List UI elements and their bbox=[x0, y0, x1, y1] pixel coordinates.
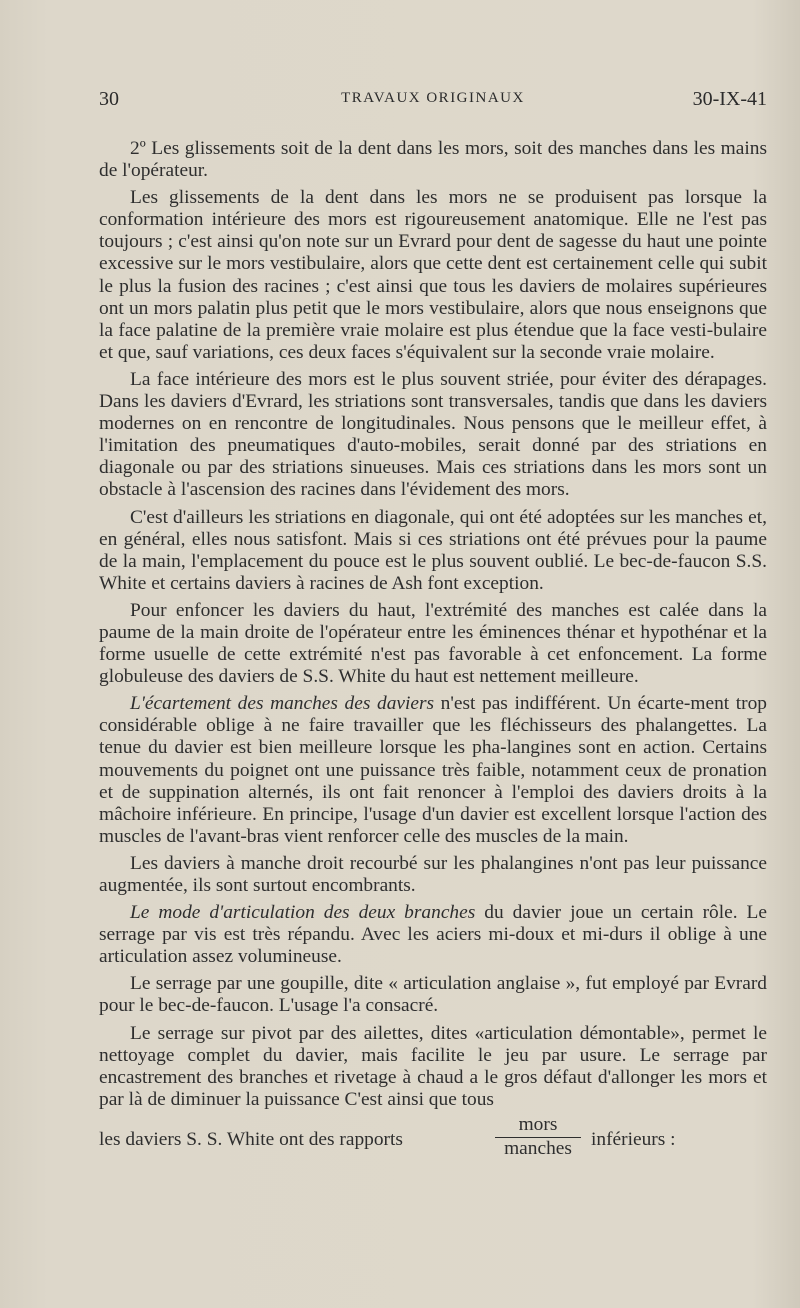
fraction bbox=[495, 1115, 581, 1159]
paragraph: Pour enfoncer les daviers du haut, l'extrémité des manches est calée dans la paume de la main droite de l'opérateur entre les éminences thénar et hypothénar et la forme usuelle de cette extrémité n'est pas favorable à cet enfoncement. La forme globuleuse des daviers de S.S. White du haut est nettement meilleure. bbox=[99, 599, 767, 688]
paragraph: Le serrage sur pivot par des ailettes, dites «articulation démontable», permet le nettoyage complet du davier, mais facilite le jeu par usure. Le serrage par encastrement des branches et rivetage à chaud a le gros défaut d'allonger les mors et par là de diminuer la puissance C'est ainsi que tous bbox=[99, 1022, 767, 1110]
paragraph: Le serrage par une goupille, dite « articulation anglaise », fut employé par Evrard pour le bec-de-faucon. L'usage l'a consacré. bbox=[99, 973, 767, 1017]
header-date: 30-IX-41 bbox=[692, 88, 767, 110]
body-text bbox=[99, 138, 767, 1165]
italic-heading: L'écartement des manches des daviers bbox=[130, 693, 435, 715]
fraction-line bbox=[99, 1115, 767, 1165]
paragraph: L'écartement des manches des daviers n'est pas indifférent. Un écarte-ment trop considérable oblige à ne faire travailler que les fléchisseurs des phalangettes. La tenue du davier est bien meilleure lorsque les pha-langines sont en action. Certains mouvements du poignet ont une puissance très faible, notamment ceux de pronation et de suppination alternés, ils ont fait renoncer à l'emploi des daviers droits à la mâchoire inférieure. En principe, l'usage d'un davier est excellent lorsque l'action des muscles de l'avant-bras vient renforcer celle des muscles de la main. bbox=[99, 693, 767, 847]
running-title: TRAVAUX ORIGINAUX bbox=[341, 90, 525, 106]
fraction-lead-text: les daviers S. S. White ont des rapports bbox=[99, 1128, 403, 1150]
paragraph: C'est d'ailleurs les striations en diagonale, qui ont été adoptées sur les manches et, en général, elles nous satisfont. Mais si ces striations ont été prévues pour la paume de la main, l'emplacement du pouce est le plus souvent oublié. Le bec-de-faucon S.S. White et certains daviers à racines de Ash font exception. bbox=[99, 506, 767, 594]
running-header bbox=[99, 88, 767, 118]
paragraph: Le mode d'articulation des deux branches du davier joue un certain rôle. Le serrage par vis est très répandu. Avec les aciers mi-doux et mi-durs il oblige à une articulation assez volumineuse. bbox=[99, 902, 767, 968]
paragraph: Les glissements de la dent dans les mors ne se produisent pas lorsque la conformation intérieure des mors est rigoureusement anatomique. Elle ne l'est pas toujours ; c'est ainsi qu'on note sur un Evrard pour dent de sagesse du haut une pointe excessive sur le mors vestibulaire, alors que cette dent est certainement celle qui subit le plus la fusion des racines ; c'est ainsi que tous les daviers de molaires supérieures ont un mors palatin plus petit que le mors vestibulaire, alors que nous enseignons que la face palatine de la première vraie molaire est plus étendue que la face vesti-bulaire et que, sauf variations, ces deux faces s'équivalent sur la seconde vraie molaire. bbox=[99, 187, 767, 363]
fraction-trail-text: inférieurs : bbox=[591, 1128, 676, 1150]
paragraph: 2º Les glissements soit de la dent dans les mors, soit des manches dans les mains de l'opérateur. bbox=[99, 138, 767, 182]
fraction-denominator: manches bbox=[504, 1137, 572, 1159]
fraction-numerator: mors bbox=[518, 1113, 558, 1135]
paragraph: Les daviers à manche droit recourbé sur les phalangines n'ont pas leur puissance augmentée, ils sont surtout encombrants. bbox=[99, 852, 767, 896]
page-number: 30 bbox=[99, 88, 119, 110]
paragraph: La face intérieure des mors est le plus souvent striée, pour éviter des dérapages. Dans les daviers d'Evrard, les striations sont transversales, tandis que dans les daviers modernes on en rencontre de longitudinales. Nous pensons que le meilleur effet, à l'imitation des pneumatiques d'auto-mobiles, serait donné par des striations en diagonale ou par des striations sinueuses. Mais ces striations dans les mors sont un obstacle à l'ascension des racines dans l'évidement des mors. bbox=[99, 368, 767, 501]
italic-heading: Le mode d'articulation des deux branches bbox=[130, 902, 476, 924]
